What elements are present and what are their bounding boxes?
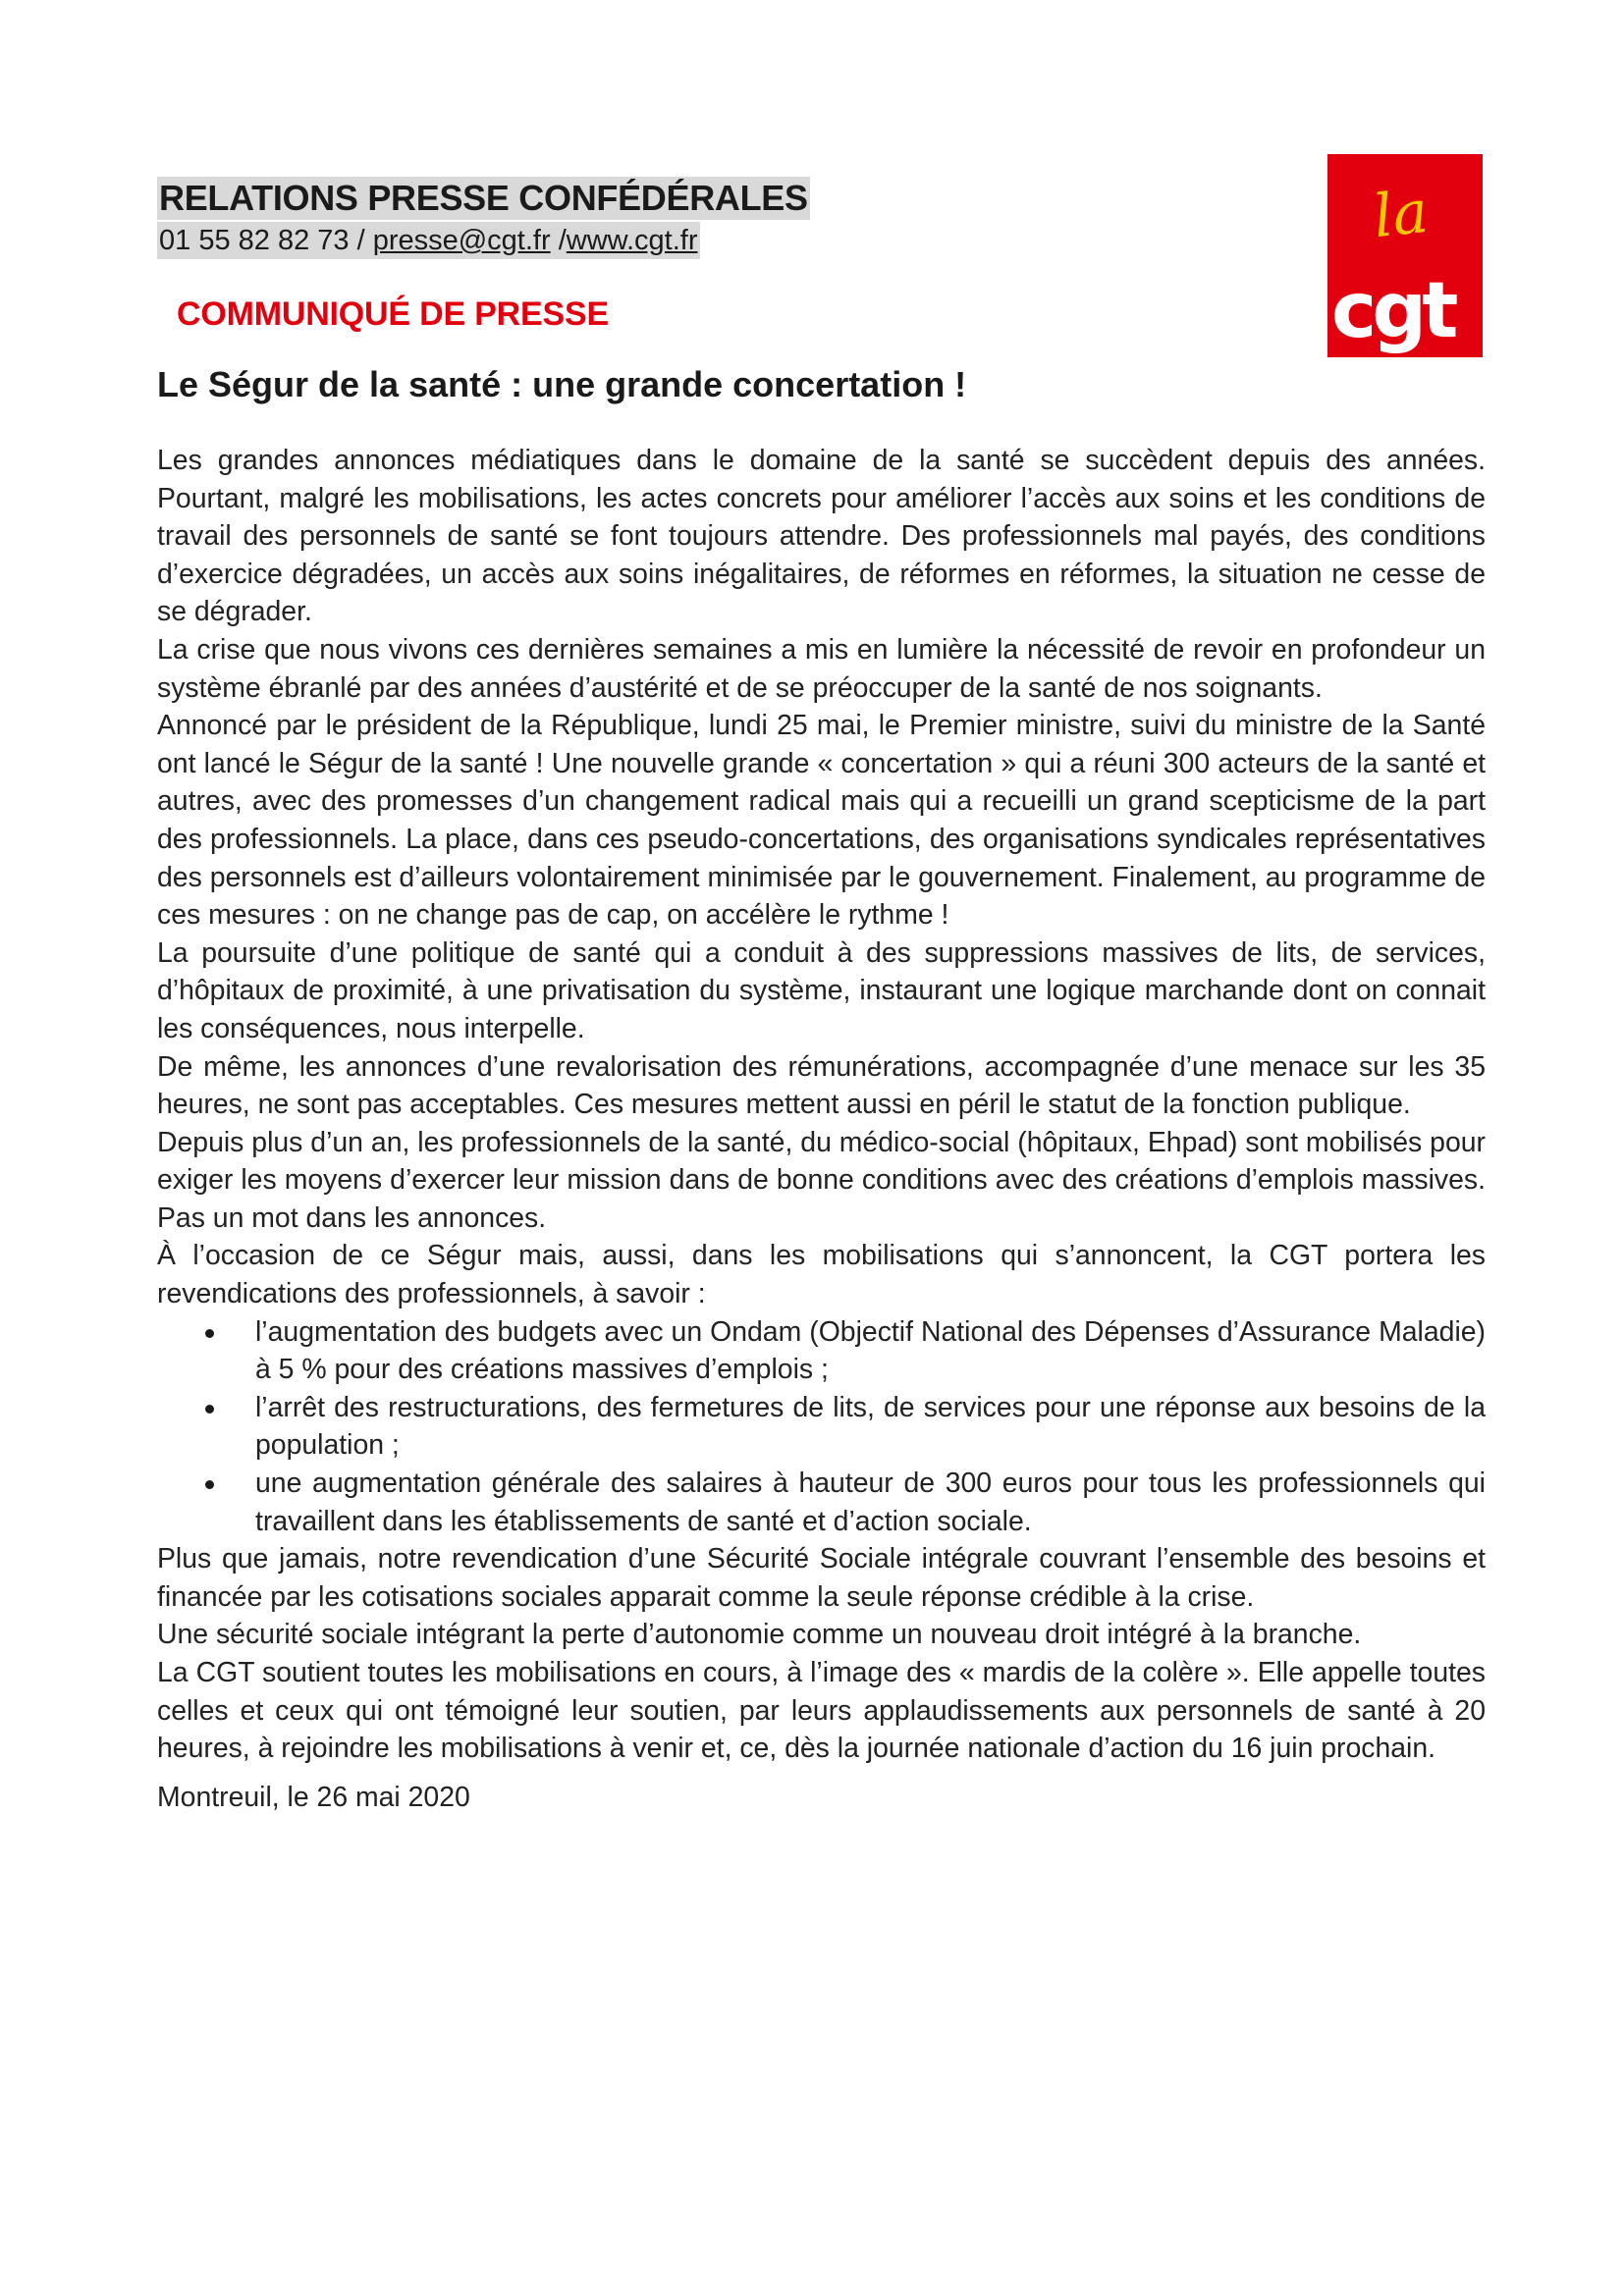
demands-list (157, 1313, 1486, 1541)
paragraph: Depuis plus d’un an, les professionnels de la santé, du médico-social (hôpitaux, Ehpad) sont mobilisés pour exiger les moyens d’exercer leur mission dans de bonne conditions avec des créations d’emplois massives. Pas un mot dans les annonces. (157, 1126, 1486, 1234)
list-item (255, 1465, 1486, 1540)
contact-line (157, 222, 700, 259)
document-title: Le Ségur de la santé : une grande concertation ! (157, 364, 967, 404)
separator: / (349, 225, 373, 256)
website-link[interactable]: www.cgt.fr (566, 225, 698, 256)
document-body (157, 442, 1486, 1768)
bullet-icon (205, 1405, 214, 1414)
paragraph: La crise que nous vivons ces dernières semaines a mis en lumière la nécessité de revoir en profondeur un système ébranlé par des années d’austérité et de se préoccuper de la santé de nos soignants. (157, 633, 1486, 704)
paragraph: À l’occasion de ce Ségur mais, aussi, dans les mobilisations qui s’annoncent, la CGT portera les revendications des professionnels, à savoir : (157, 1240, 1486, 1310)
list-item (255, 1389, 1486, 1465)
paragraph: De même, les annonces d’une revalorisation des rémunérations, accompagnée d’une menace sur les 35 heures, ne sont pas acceptables. Ces mesures mettent aussi en péril le statut de la fonction publique. (157, 1050, 1486, 1121)
signature-date: Montreuil, le 26 mai 2020 (157, 1782, 470, 1813)
list-item (255, 1313, 1486, 1389)
email-link[interactable]: presse@cgt.fr (372, 225, 551, 256)
paragraph: Plus que jamais, notre revendication d’une Sécurité Sociale intégrale couvrant l’ensemble des besoins et financée par les cotisations sociales apparait comme la seule réponse crédible à la crise. (157, 1543, 1486, 1613)
bullet-icon (205, 1480, 214, 1489)
list-item-text: l’arrêt des restructurations, des fermetures de lits, de services pour une réponse aux besoins de la population ; (255, 1391, 1486, 1462)
paragraph: Annoncé par le président de la République, lundi 25 mai, le Premier ministre, suivi du ministre de la Santé ont lancé le Ségur de la santé ! Une nouvelle grande « concertation » qui a réuni 300 acteurs de la santé et autres, avec des promesses d’un changement radical mais qui a recueilli un grand scepticisme de la part des professionnels. La place, dans ces pseudo-concertations, des organisations syndicales représentatives des personnels est d’ailleurs volontairement minimisée par le gouvernement. Finalement, au programme de ces mesures : on ne change pas de cap, on accélère le rythme ! (157, 710, 1486, 932)
press-release-label: COMMUNIQUÉ DE PRESSE (177, 295, 609, 333)
list-item-text: l’augmentation des budgets avec un Ondam (Objectif National des Dépenses d’Assurance Maladie) à 5 % pour des créations massives d’emplois ; (255, 1315, 1486, 1386)
paragraph: La CGT soutient toutes les mobilisations en cours, à l’image des « mardis de la colère ». Elle appelle toutes celles et ceux qui ont témoigné leur soutien, par leurs applaudissements aux personnels de santé à 20 heures, à rejoindre les mobilisations à venir et, ce, dès la journée nationale d’action du 16 juin prochain. (157, 1657, 1486, 1765)
phone-number: 01 55 82 82 73 (159, 225, 350, 256)
cgt-logo (1327, 154, 1483, 357)
press-contact-block (157, 177, 810, 259)
logo-main-text: cgt (1331, 267, 1454, 355)
paragraph: La poursuite d’une politique de santé qui a conduit à des suppressions massives de lits, de services, d’hôpitaux de proximité, à une privatisation du système, instaurant une logique marchande dont on connait les conséquences, nous interpelle. (157, 936, 1486, 1044)
separator: / (550, 225, 567, 256)
paragraph: Une sécurité sociale intégrant la perte d’autonomie comme un nouveau droit intégré à la branche. (157, 1619, 1362, 1651)
list-item-text: une augmentation générale des salaires à hauteur de 300 euros pour tous les professionnels qui travaillent dans les établissements de santé et d’action sociale. (255, 1468, 1486, 1537)
logo-script-text: la (1370, 177, 1432, 252)
paragraph: Les grandes annonces médiatiques dans le domaine de la santé se succèdent depuis des années. Pourtant, malgré les mobilisations, les actes concrets pour améliorer l’accès aux soins et les conditions de travail des personnels de santé se font toujours attendre. Des professionnels mal payés, des conditions d’exercice dégradées, un accès aux soins inégalitaires, de réformes en réformes, la situation ne cesse de se dégrader. (157, 445, 1486, 628)
bullet-icon (205, 1329, 214, 1338)
press-relations-heading: RELATIONS PRESSE CONFÉDÉRALES (159, 178, 808, 218)
